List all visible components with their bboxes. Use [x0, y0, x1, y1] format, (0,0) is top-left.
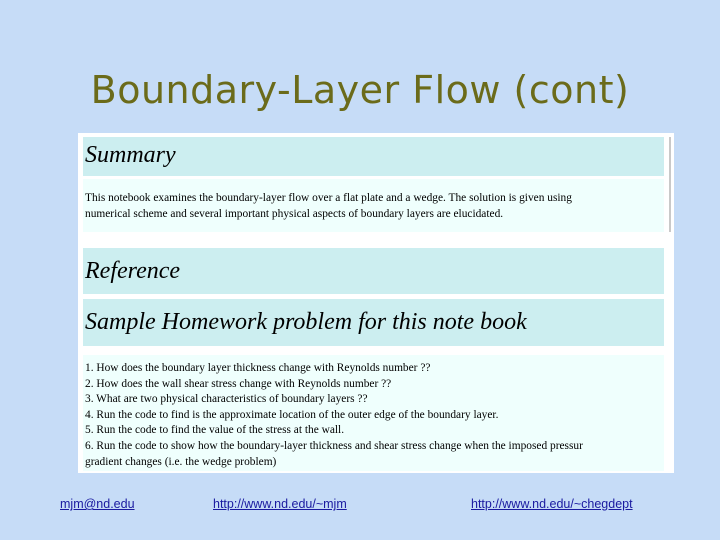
- list-item: 3. What are two physical characteristics of boundary layers ??: [85, 393, 368, 406]
- footer-email-link[interactable]: mjm@nd.edu: [60, 497, 135, 511]
- summary-body: [83, 179, 664, 232]
- summary-line-2: numerical scheme and several important physical aspects of boundary layers are elucidated.: [85, 207, 504, 220]
- list-item: 1. How does the boundary layer thickness change with Reynolds number ??: [85, 362, 431, 374]
- reference-heading: Reference: [83, 248, 664, 294]
- homework-heading: Sample Homework problem for this note book: [83, 299, 664, 346]
- summary-line-1: This notebook examines the boundary-layer flow over a flat plate and a wedge. The solution is given using: [85, 192, 572, 204]
- list-item: gradient changes (i.e. the wedge problem): [85, 455, 277, 468]
- list-item: 2. How does the wall shear stress change with Reynolds number ??: [85, 377, 392, 390]
- panel-divider: [669, 137, 671, 232]
- footer-url-chegdept-link[interactable]: http://www.nd.edu/~chegdept: [471, 497, 633, 511]
- slide-title: Boundary-Layer Flow (cont): [90, 68, 630, 112]
- summary-heading: Summary: [83, 137, 664, 176]
- list-item: 4. Run the code to find is the approximate location of the outer edge of the boundary layer.: [85, 408, 499, 421]
- list-item: 5. Run the code to find the value of the stress at the wall.: [85, 424, 345, 437]
- notebook-panel: [78, 133, 674, 473]
- footer-url-mjm-link[interactable]: http://www.nd.edu/~mjm: [213, 497, 347, 511]
- list-item: 6. Run the code to show how the boundary-layer thickness and shear stress change when the imposed pressur: [85, 439, 583, 452]
- homework-list: [83, 355, 664, 471]
